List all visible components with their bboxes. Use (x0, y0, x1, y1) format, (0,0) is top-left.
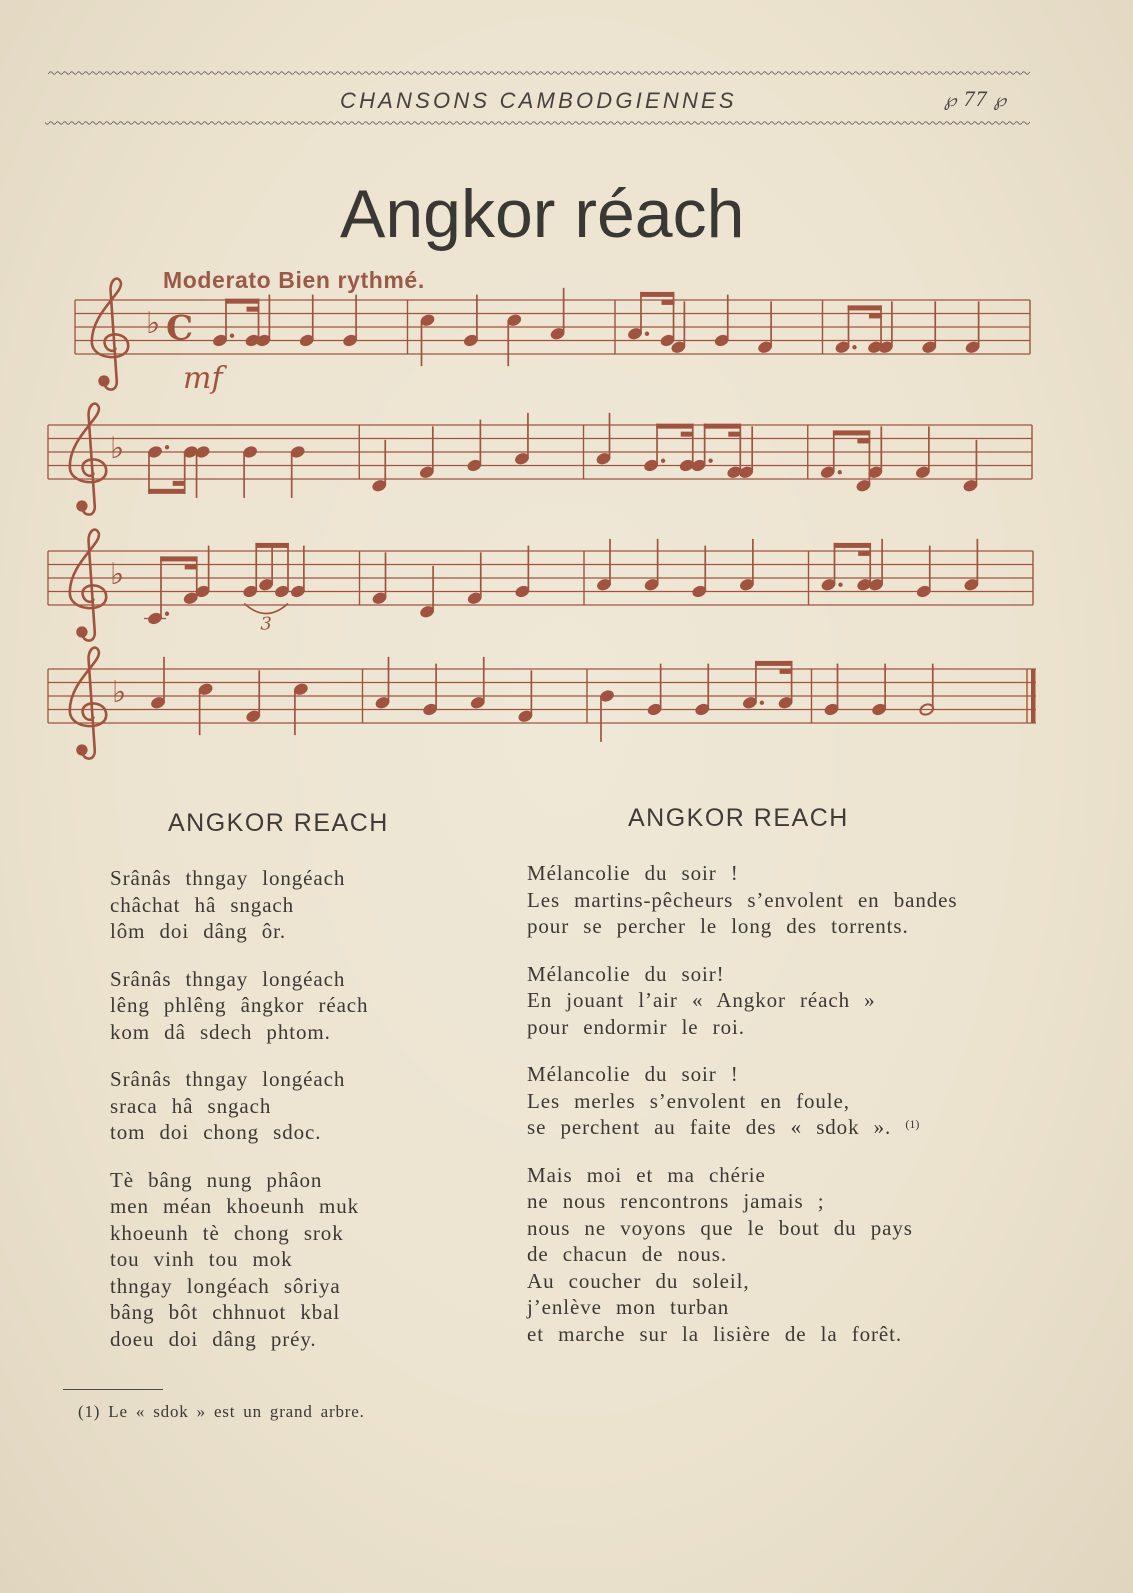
lyric-line: Srânâs thngay longéach (110, 866, 346, 890)
lyric-line: khoeunh tè chong srok (110, 1220, 344, 1245)
secondary-beam (185, 564, 198, 569)
stanza (110, 1066, 490, 1146)
dynamic-marking: mf (183, 361, 223, 396)
beam (848, 305, 882, 310)
tuplet-number: 3 (260, 613, 272, 635)
page-number-value: 77 (963, 86, 988, 111)
clef-ball (98, 375, 109, 386)
clef-stroke (70, 404, 106, 515)
lyric-line: de chacun de nous. (527, 1242, 727, 1266)
ornament-icon: ℘ (944, 90, 958, 110)
treble-clef-icon (70, 648, 106, 759)
augmentation-dot (165, 445, 169, 449)
augmentation-dot (661, 459, 665, 463)
lyric-line: bâng bôt chhnuot kbal (110, 1300, 341, 1324)
augmentation-dot (838, 470, 842, 474)
lyric-line: pour endormir le roi. (527, 1014, 745, 1039)
footnote-reference: (1) (905, 1117, 920, 1131)
secondary-beam (173, 481, 186, 486)
lyric-line: Au coucher du soleil, (527, 1268, 750, 1293)
lyric-line: En jouant l’air « Angkor réach » (527, 988, 876, 1012)
beam (148, 489, 185, 494)
secondary-beam (857, 438, 870, 443)
secondary-beam (728, 432, 741, 437)
secondary-beam (858, 551, 871, 556)
key-signature-flat: ♭ (110, 557, 125, 592)
treble-clef-icon (92, 279, 128, 390)
lyric-line: ne nous rencontrons jamais ; (527, 1189, 825, 1213)
khmer-lyrics-column (110, 865, 490, 1373)
wavy-rule (48, 71, 1030, 77)
lyric-line: Tè bâng nung phâon (110, 1167, 323, 1192)
augmentation-dot (838, 583, 842, 587)
augmentation-dot (165, 612, 169, 616)
footnote-rule (63, 1389, 163, 1390)
lyric-line: nous ne voyons que le bout du pays (527, 1215, 913, 1240)
secondary-beam (247, 307, 260, 312)
french-lyrics-column (527, 860, 1087, 1368)
lyric-line: Mélancolie du soir! (527, 961, 725, 986)
beam (255, 543, 288, 548)
clef-ball (76, 500, 87, 511)
secondary-beam (662, 300, 675, 305)
tempo-marking: Moderato Bien rythmé. (163, 267, 425, 293)
lyric-line: j’enlève mon turban (527, 1295, 730, 1319)
augmentation-dot (760, 701, 764, 705)
beam (833, 430, 870, 435)
secondary-beam (681, 432, 694, 437)
clef-stroke (70, 530, 106, 641)
stanza (527, 1162, 1087, 1348)
french-lyrics-heading: ANGKOR REACH (628, 804, 849, 832)
footnote (78, 1401, 365, 1423)
lyric-line: tom doi chong sdoc. (110, 1120, 322, 1144)
key-signature-flat: ♭ (112, 675, 127, 710)
lyric-line: sraca hâ sngach (110, 1093, 272, 1118)
lyric-line-text: se perchent au faite des « sdok ». (527, 1115, 892, 1139)
lyric-line: Srânâs thngay longéach (110, 966, 346, 991)
khmer-lyrics-heading: ANGKOR REACH (168, 809, 389, 837)
beam (834, 543, 871, 548)
lyric-line: doeu doi dâng préy. (110, 1326, 317, 1351)
augmentation-dot (645, 332, 649, 336)
lyric-line: kom dâ sdech phtom. (110, 1019, 331, 1044)
clef-stroke (70, 648, 106, 759)
clef-ball (76, 626, 87, 637)
wavy-rule (45, 121, 1030, 127)
key-signature-flat: ♭ (146, 306, 161, 341)
stanza (110, 1167, 490, 1353)
page-number (938, 86, 1013, 113)
beam (755, 661, 792, 666)
final-bar-thick (1031, 669, 1036, 723)
lyric-line (527, 1114, 1087, 1141)
lyric-line: lôm doi dâng ôr. (110, 919, 287, 943)
song-title: Angkor réach (340, 176, 745, 252)
lyric-line: thngay longéach sôriya (110, 1273, 341, 1298)
beam (225, 299, 259, 304)
stanza (110, 865, 490, 945)
treble-clef-icon (70, 530, 106, 641)
lyric-line: tou vinh tou mok (110, 1247, 293, 1271)
augmentation-dot (230, 334, 234, 338)
augmentation-dot (852, 345, 856, 349)
lyric-line: et marche sur la lisière de la forêt. (527, 1321, 902, 1346)
header-rule-bottom (0, 120, 1133, 128)
secondary-beam (780, 669, 793, 674)
running-title: CHANSONS CAMBODGIENNES (340, 88, 737, 113)
lyric-line: pour se percher le long des torrents. (527, 914, 909, 938)
stanza (527, 1061, 1087, 1141)
lyric-line: châchat hâ sngach (110, 892, 295, 917)
beam (640, 292, 674, 297)
beam (656, 424, 693, 429)
beam (704, 424, 741, 429)
stanza (110, 966, 490, 1046)
secondary-beam (869, 313, 882, 318)
footnote-marker: (1) (78, 1402, 101, 1421)
lyric-line: Les martins-pêcheurs s’envolent en bandes (527, 887, 958, 912)
stanza (527, 961, 1087, 1041)
stanza (527, 860, 1087, 940)
lyric-line: lêng phlêng ângkor réach (110, 993, 369, 1017)
header-rule-top (0, 70, 1133, 78)
lyric-line: Srânâs thngay longéach (110, 1067, 346, 1091)
clef-ball (76, 744, 87, 755)
augmentation-dot (708, 459, 712, 463)
lyric-line: Mélancolie du soir ! (527, 861, 739, 885)
music-score (0, 260, 1133, 770)
lyric-line: Les merles s’envolent en foule, (527, 1088, 850, 1113)
key-signature-flat: ♭ (110, 431, 125, 466)
lyric-line: Mais moi et ma chérie (527, 1162, 766, 1187)
treble-clef-icon (70, 404, 106, 515)
clef-stroke (92, 279, 128, 390)
ornament-icon: ℘ (993, 90, 1008, 110)
lyric-line: men méan khoeunh muk (110, 1194, 360, 1218)
beam (160, 556, 197, 561)
time-signature: C (166, 308, 194, 349)
lyric-line: Mélancolie du soir ! (527, 1062, 739, 1086)
footnote-text: Le « sdok » est un grand arbre. (108, 1402, 365, 1421)
